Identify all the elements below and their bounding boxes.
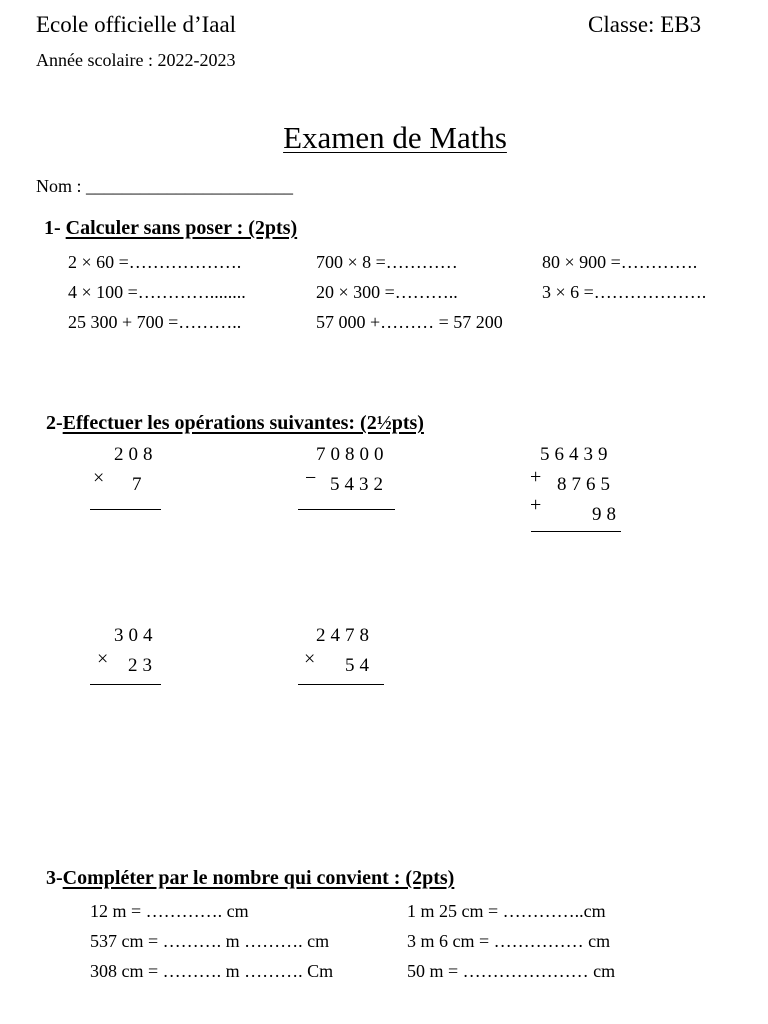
- operation-1-sign: ×: [93, 467, 105, 489]
- operation-4-rule: [90, 684, 161, 685]
- section3-item: 308 cm = ………. m ………. Cm: [90, 961, 334, 981]
- section3-item: 537 cm = ………. m ………. cm: [90, 931, 330, 951]
- section1-item: 20 × 300 =………..: [316, 282, 458, 302]
- section3-item: 50 m = ………………… cm: [407, 961, 616, 981]
- section1-heading: [44, 217, 297, 240]
- title-text: Examen de Maths: [283, 120, 507, 155]
- section1-item: 3 × 6 =……………….: [542, 282, 707, 302]
- operation-2-rule: [298, 509, 395, 510]
- page-title: [0, 120, 768, 156]
- operation-4-sign: ×: [97, 648, 109, 670]
- section1-item: 2 × 60 =……………….: [68, 252, 242, 272]
- section3-item: 12 m = …………. cm: [90, 901, 249, 921]
- section3-title: Compléter par le nombre qui convient : (2pts): [62, 867, 455, 889]
- operation-2-bottom: 5432: [330, 474, 388, 495]
- section1-number: 1-: [44, 217, 61, 239]
- operation-4-top: 304: [114, 625, 158, 646]
- section1-item: 25 300 + 700 =………..: [68, 312, 242, 332]
- section1-title: Calculer sans poser : (2pts): [65, 217, 298, 239]
- section2-number: 2-: [46, 412, 63, 434]
- school-year: Année scolaire : 2022-2023: [36, 50, 236, 70]
- operation-5-rule: [298, 684, 384, 685]
- section1-item: 57 000 +……… = 57 200: [316, 312, 503, 332]
- section2-heading: [46, 412, 424, 435]
- section3-item: 3 m 6 cm = …………… cm: [407, 931, 611, 951]
- name-field[interactable]: Nom : _______________________: [36, 176, 294, 196]
- section3-heading: [46, 867, 454, 890]
- operation-5-sign: ×: [304, 648, 316, 670]
- operation-5-bottom: 54: [345, 655, 374, 676]
- school-name: Ecole officielle d’Iaal: [36, 12, 237, 37]
- operation-3-rule: [531, 531, 621, 532]
- operation-3-top: 56439: [540, 444, 613, 465]
- section1-item: 700 × 8 =…………: [316, 252, 458, 272]
- section3-item: 1 m 25 cm = …………..cm: [407, 901, 606, 921]
- operation-4-bottom: 23: [128, 655, 157, 676]
- operation-5-top: 2478: [316, 625, 374, 646]
- section1-item: 4 × 100 =…………........: [68, 282, 246, 302]
- section2-title: Effectuer les opérations suivantes: (2½pts): [62, 412, 424, 434]
- section1-item: 80 × 900 =………….: [542, 252, 698, 272]
- operation-1-top: 208: [114, 444, 158, 465]
- class-label: Classe: EB3: [588, 12, 702, 37]
- operation-1-bottom: 7: [132, 474, 147, 495]
- operation-3-sign: +: [530, 466, 542, 488]
- operation-1-rule: [90, 509, 161, 510]
- operation-3-sign-2: +: [530, 494, 542, 516]
- operation-3-bottom: 98: [592, 504, 621, 525]
- section3-number: 3-: [46, 867, 63, 889]
- operation-2-sign: −: [305, 467, 317, 489]
- operation-2-top: 70800: [316, 444, 389, 465]
- operation-3-middle: 8765: [557, 474, 615, 495]
